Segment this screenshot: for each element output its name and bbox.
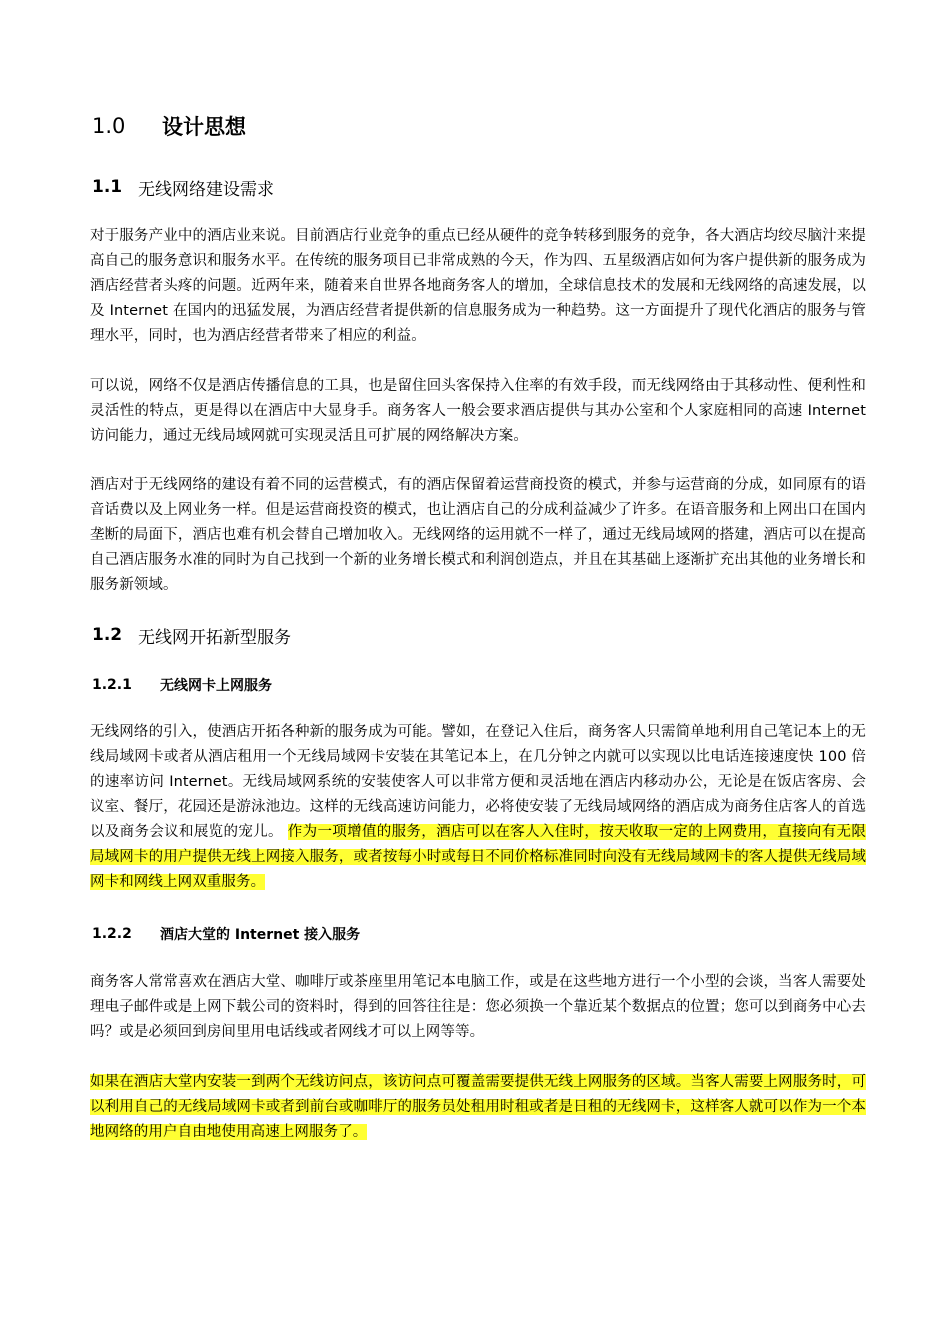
paragraph-1-2-2-b bbox=[90, 1070, 866, 1145]
heading-1-0-number: 1.0 bbox=[92, 114, 126, 138]
heading-1-1-title: 无线网络建设需求 bbox=[138, 179, 274, 200]
heading-1-2-1-number: 1.2.1 bbox=[92, 677, 132, 693]
heading-1-2-1 bbox=[92, 674, 272, 696]
heading-1-2-2-title: 酒店大堂的 Internet 接入服务 bbox=[160, 927, 361, 943]
paragraph-1-2-2-b-highlight: 如果在酒店大堂内安装一到两个无线访问点，该访问点可覆盖需要提供无线上网服务的区域。当客人需要上网服务时，可以利用自己的无线局域网卡或者到前台或咖啡厅的服务员处租用时租或者是日租的无线网卡，这样客人就可以作为一个本地网络的用户自由地使用高速上网服务了。 bbox=[90, 1074, 866, 1140]
heading-1-2-number: 1.2 bbox=[92, 625, 123, 645]
heading-1-1 bbox=[92, 174, 274, 200]
heading-1-0-title: 设计思想 bbox=[162, 115, 246, 139]
heading-1-1-number: 1.1 bbox=[92, 177, 123, 197]
paragraph-1-2-2-a: 商务客人常常喜欢在酒店大堂、咖啡厅或茶座里用笔记本电脑工作，或是在这些地方进行一个小型的会谈，当客人需要处理电子邮件或是上网下载公司的资料时，得到的回答往往是：您必须换一个靠近某个数据点的位置；您可以到商务中心去吗？或是必须回到房间里用电话线或者网线才可以上网等等。 bbox=[90, 974, 866, 1040]
paragraph-1-2-1-highlight: 作为一项增值的服务，酒店可以在客人入住时，按天收取一定的上网费用，直接向有无限局域网卡的用户提供无线上网接入服务，或者按每小时或每日不同价格标准同时向没有无线局域网卡的客人提供无线局域网卡和网线上网双重服务。 bbox=[90, 824, 866, 890]
heading-1-2-2 bbox=[92, 923, 360, 945]
heading-1-2 bbox=[92, 622, 291, 648]
paragraph-1-1-b: 可以说，网络不仅是酒店传播信息的工具，也是留住回头客保持入住率的有效手段，而无线网络由于其移动性、便利性和灵活性的特点，更是得以在酒店中大显身手。商务客人一般会要求酒店提供与其办公室和个人家庭相同的高速 Internet 访问能力，通过无线局域网就可实现灵活且可扩展的网络解决方案。 bbox=[90, 378, 866, 444]
heading-1-0 bbox=[92, 110, 246, 142]
paragraph-1-2-1 bbox=[90, 720, 866, 895]
paragraph-1-2-1-plain: 无线网络的引入，使酒店开拓各种新的服务成为可能。譬如，在登记入住后，商务客人只需简单地利用自己笔记本上的无线局域网卡或者从酒店租用一个无线局域网卡安装在其笔记本上，在几分钟之内就可以实现以比电话连接速度快 100 倍的速率访问 Internet。无线局域网系统的安装使客人可以非常方便和灵活地在酒店内移动办公，无论是在饭店客房、会议室、餐厅，花园还是游泳池边。这样的无线高速访问能力，必将使安装了无线局域网络的酒店成为商务住店客人的首选以及商务会议和展览的宠儿。 bbox=[90, 724, 866, 840]
paragraph-1-1-c: 酒店对于无线网络的建设有着不同的运营模式，有的酒店保留着运营商投资的模式，并参与运营商的分成，如同原有的语音话费以及上网业务一样。但是运营商投资的模式，也让酒店自己的分成利益减少了许多。在语音服务和上网出口在国内垄断的局面下，酒店也难有机会替自己增加收入。无线网络的运用就不一样了，通过无线局域网的搭建，酒店可以在提高自己酒店服务水准的同时为自己找到一个新的业务增长模式和利润创造点，并且在其基础上逐渐扩充出其他的业务增长和服务新领域。 bbox=[90, 477, 866, 593]
paragraph-1-1-a: 对于服务产业中的酒店业来说。目前酒店行业竞争的重点已经从硬件的竞争转移到服务的竞争，各大酒店均绞尽脑汁来提高自己的服务意识和服务水平。在传统的服务项目已非常成熟的今天，作为四、五星级酒店如何为客户提供新的服务成为酒店经营者头疼的问题。近两年来，随着来自世界各地商务客人的增加，全球信息技术的发展和无线网络的高速发展，以及 Internet 在国内的迅猛发展，为酒店经营者提供新的信息服务成为一种趋势。这一方面提升了现代化酒店的服务与管理水平，同时，也为酒店经营者带来了相应的利益。 bbox=[90, 228, 866, 344]
heading-1-2-1-title: 无线网卡上网服务 bbox=[160, 678, 272, 694]
heading-1-2-title: 无线网开拓新型服务 bbox=[138, 627, 291, 648]
heading-1-2-2-number: 1.2.2 bbox=[92, 926, 132, 942]
